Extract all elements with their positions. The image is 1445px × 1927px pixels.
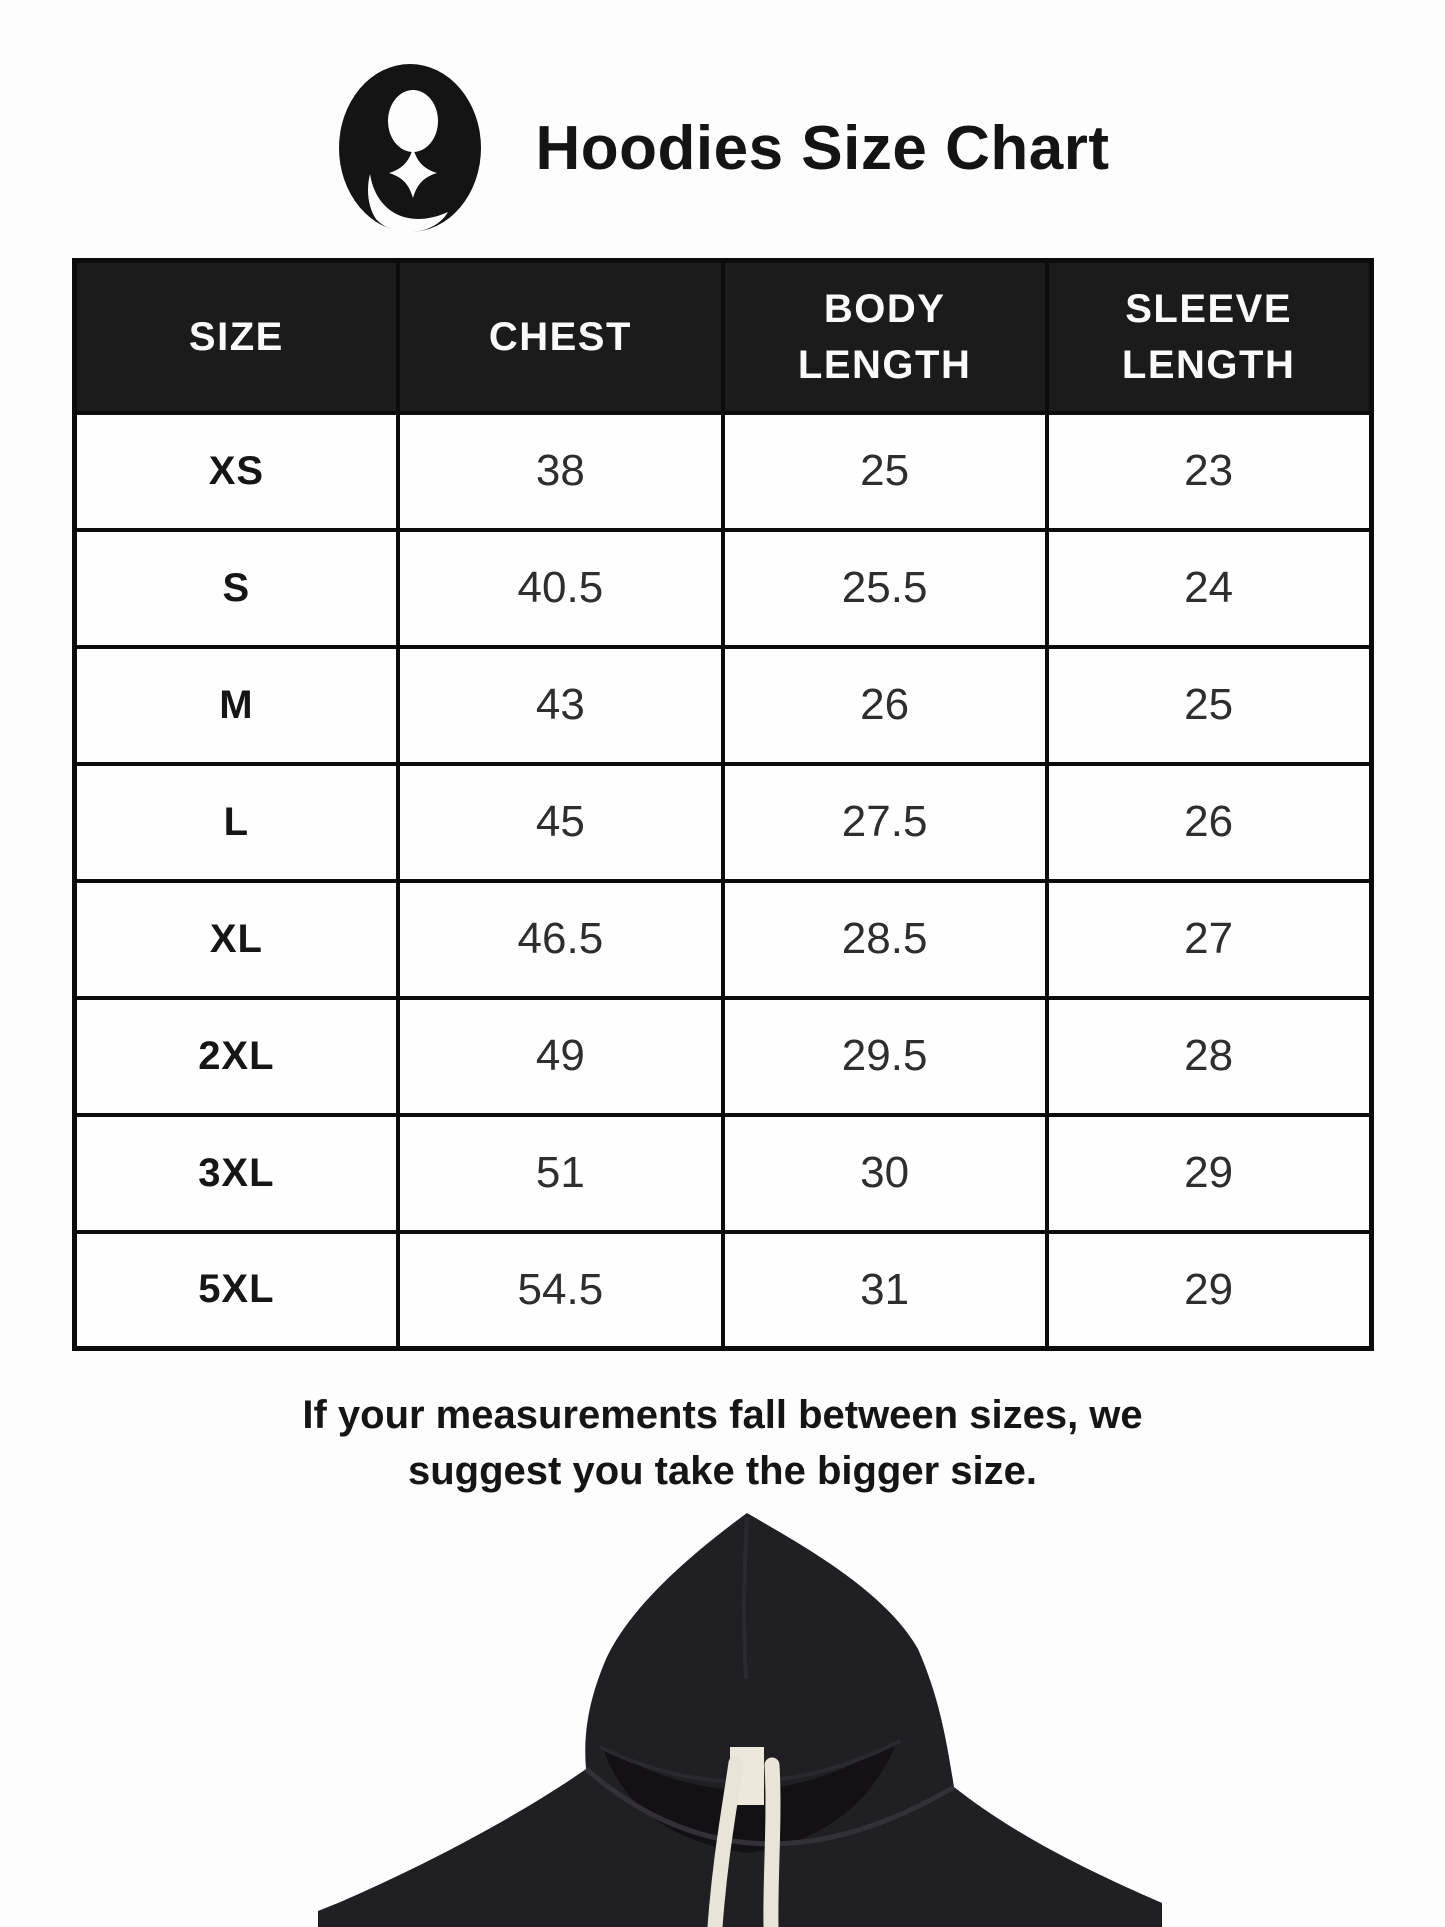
sleeve-length-value: 26 bbox=[1047, 764, 1371, 881]
body-length-value: 31 bbox=[723, 1232, 1047, 1349]
sizing-note-line-2: suggest you take the bigger size. bbox=[407, 1449, 1038, 1493]
sleeve-length-value: 29 bbox=[1047, 1232, 1371, 1349]
body-length-value: 26 bbox=[723, 647, 1047, 764]
column-header-sleeve-length: SLEEVE LENGTH bbox=[1047, 261, 1371, 413]
table-row bbox=[74, 881, 1371, 998]
column-header-chest: CHEST bbox=[398, 261, 722, 413]
sizing-note-line-1: If your measurements fall between sizes, we bbox=[302, 1393, 1143, 1437]
sleeve-length-value: 29 bbox=[1047, 1115, 1371, 1232]
size-label: XL bbox=[74, 881, 398, 998]
table-row bbox=[74, 1115, 1371, 1232]
size-chart-table bbox=[72, 258, 1374, 1351]
chest-value: 40.5 bbox=[398, 530, 722, 647]
table-row bbox=[74, 998, 1371, 1115]
table-row bbox=[74, 647, 1371, 764]
sleeve-length-value: 25 bbox=[1047, 647, 1371, 764]
chest-value: 46.5 bbox=[398, 881, 722, 998]
sleeve-length-value: 23 bbox=[1047, 413, 1371, 530]
body-length-value: 30 bbox=[723, 1115, 1047, 1232]
chest-value: 49 bbox=[398, 998, 722, 1115]
size-label: S bbox=[74, 530, 398, 647]
page-title: Hoodies Size Chart bbox=[535, 113, 1110, 183]
page-header bbox=[0, 0, 1445, 234]
size-label: 5XL bbox=[74, 1232, 398, 1349]
table-row bbox=[74, 413, 1371, 530]
body-length-value: 28.5 bbox=[723, 881, 1047, 998]
size-label: 2XL bbox=[74, 998, 398, 1115]
body-length-value: 25.5 bbox=[723, 530, 1047, 647]
body-length-value: 25 bbox=[723, 413, 1047, 530]
sizing-note bbox=[0, 1387, 1445, 1499]
table-header-row bbox=[74, 261, 1371, 413]
sleeve-length-value: 27 bbox=[1047, 881, 1371, 998]
chest-value: 45 bbox=[398, 764, 722, 881]
size-label: L bbox=[74, 764, 398, 881]
sleeve-length-value: 28 bbox=[1047, 998, 1371, 1115]
mother-child-brand-logo-icon bbox=[336, 62, 484, 234]
chest-value: 38 bbox=[398, 413, 722, 530]
column-header-size: SIZE bbox=[74, 261, 398, 413]
column-header-body-length: BODY LENGTH bbox=[723, 261, 1047, 413]
chest-value: 43 bbox=[398, 647, 722, 764]
table-row bbox=[74, 764, 1371, 881]
body-length-value: 27.5 bbox=[723, 764, 1047, 881]
table-row bbox=[74, 530, 1371, 647]
sleeve-length-value: 24 bbox=[1047, 530, 1371, 647]
chest-value: 54.5 bbox=[398, 1232, 722, 1349]
hoodie-image bbox=[300, 1507, 1180, 1927]
body-length-value: 29.5 bbox=[723, 998, 1047, 1115]
size-label: 3XL bbox=[74, 1115, 398, 1232]
size-label: M bbox=[74, 647, 398, 764]
table-row bbox=[74, 1232, 1371, 1349]
chest-value: 51 bbox=[398, 1115, 722, 1232]
size-label: XS bbox=[74, 413, 398, 530]
